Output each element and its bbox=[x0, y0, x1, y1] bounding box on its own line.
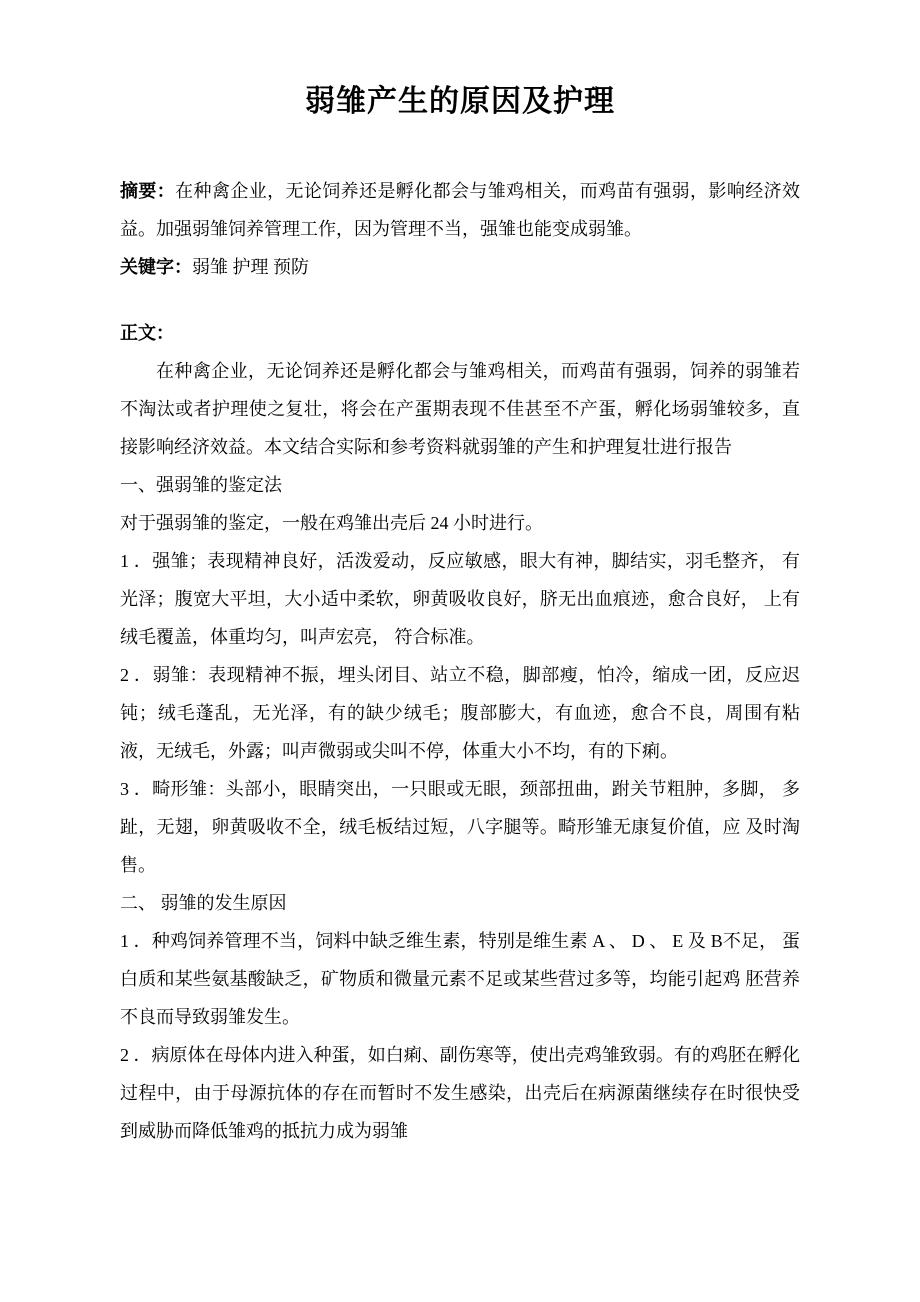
abstract-label: 摘要： bbox=[120, 181, 176, 201]
paragraph-weak-chick: 2 ．弱雏：表现精神不振，埋头闭目、站立不稳，脚部瘦，怕冷，缩成一团，反应迟钝；绒毛蓬乱，无光泽，有的缺少绒毛；腹部膨大，有血迹，愈合不良，周围有粘液，无绒毛，外露；叫声微弱或尖叫不停，体重大小不均，有的下痢。 bbox=[120, 665, 800, 761]
keywords-text: 弱雏 护理 预防 bbox=[192, 257, 309, 277]
intro-paragraph: 在种禽企业，无论饲养还是孵化都会与雏鸡相关，而鸡苗有强弱，饲养的弱雏若不淘汰或者护理使之复壮，将会在产蛋期表现不佳甚至不产蛋，孵化场弱雏较多，直接影响经济效益。本文结合实际和参考资料就弱雏的产生和护理复壮进行报告 bbox=[120, 361, 800, 457]
paragraph-identification-timing: 对于强弱雏的鉴定，一般在鸡雏出壳后 24 小时进行。 bbox=[120, 513, 543, 533]
paragraph-cause-nutrition: 1 ．种鸡饲养管理不当，饲料中缺乏维生素，特别是维生素 A 、 D 、 E 及 B不足， 蛋白质和某些氨基酸缺乏，矿物质和微量元素不足或某些营过多等，均能引起鸡 胚营养不良而导致弱雏发生。 bbox=[120, 931, 800, 1027]
section-heading-identification: 一、强弱雏的鉴定法 bbox=[120, 475, 282, 495]
keywords-paragraph bbox=[120, 248, 800, 286]
paragraph-cause-pathogen: 2 ．病原体在母体内进入种蛋，如白痢、副伤寒等，使出壳鸡雏致弱。有的鸡胚在孵化过程中，由于母源抗体的存在而暂时不发生感染，出壳后在病源菌继续存在时很快受到威胁而降低雏鸡的抵抗力成为弱雏 bbox=[120, 1045, 800, 1141]
section-heading-causes: 二、 弱雏的发生原因 bbox=[120, 893, 287, 913]
abstract-paragraph bbox=[120, 172, 800, 248]
paragraph-strong-chick: 1 ．强雏；表现精神良好，活泼爱动，反应敏感，眼大有神，脚结实，羽毛整齐， 有光泽；腹宽大平坦，大小适中柔软，卵黄吸收良好，脐无出血痕迹，愈合良好， 上有绒毛覆盖，体重均匀，叫声宏亮， 符合标准。 bbox=[120, 551, 800, 647]
keywords-label: 关键字： bbox=[120, 257, 192, 277]
body-label-paragraph bbox=[120, 314, 800, 352]
paragraph-deformed-chick: 3 ．畸形雏：头部小，眼睛突出，一只眼或无眼，颈部扭曲，跗关节粗肿，多脚， 多趾，无翅，卵黄吸收不全，绒毛板结过短，八字腿等。畸形雏无康复价值，应 及时淘售。 bbox=[120, 779, 800, 875]
abstract-text: 在种禽企业，无论饲养还是孵化都会与雏鸡相关，而鸡苗有强弱，影响经济效益。加强弱雏饲养管理工作，因为管理不当，强雏也能变成弱雏。 bbox=[120, 181, 801, 239]
body-label: 正文： bbox=[120, 323, 174, 343]
page-title: 弱雏产生的原因及护理 bbox=[305, 85, 615, 118]
